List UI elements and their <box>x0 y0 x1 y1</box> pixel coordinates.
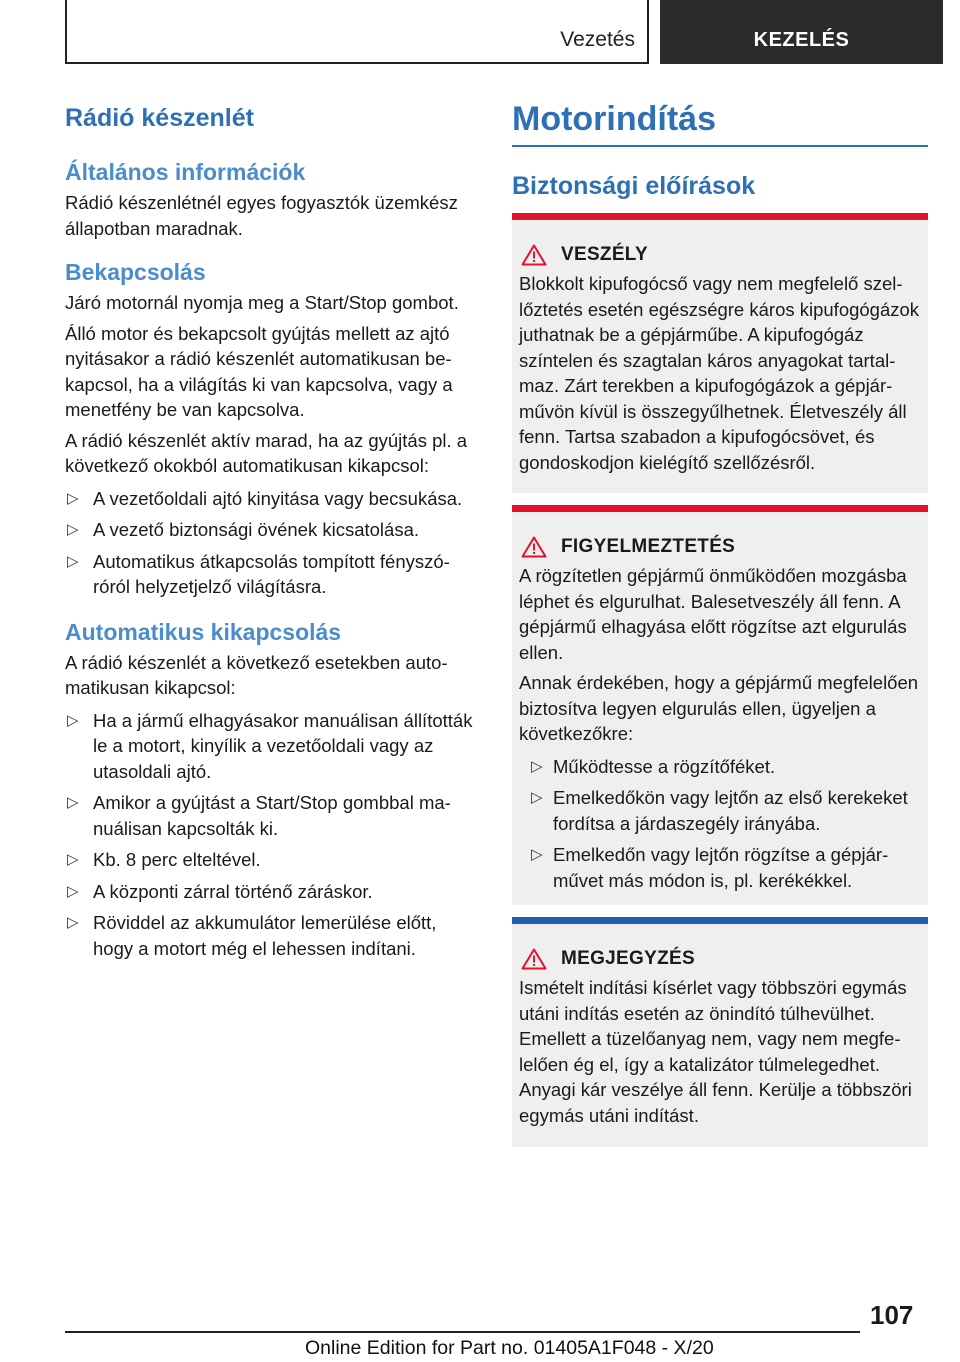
list-item: ▷ A vezető biztonsági övének kicsatolása. <box>65 517 477 543</box>
warning-triangle-icon <box>521 948 547 970</box>
switch-on-bullet-list <box>65 486 477 600</box>
list-item: ▷ Amikor a gyújtást a Start/Stop gombbal manuálisan kapcsolták ki. <box>67 792 451 839</box>
bullet-triangle-icon: ▷ <box>67 552 79 570</box>
bullet-triangle-icon: ▷ <box>531 757 543 775</box>
warning-bar <box>512 505 928 512</box>
header-section-box <box>65 0 649 64</box>
notice-text: Ismételt indítási kísérlet vagy többszöri egymás utáni indítás esetén az önindító túlhevülhet. Emellett a tüzelőanyag nem, vagy nem megfelelően ég el, így a katalizátor túlmelegedhet. Anyagi kár veszélye áll fenn. Kerülje a többszöri egymás utáni indítást. <box>519 977 912 1126</box>
heading-safety: Biztonsági előírások <box>512 172 756 200</box>
list-item: ▷ Röviddel az akkumulátor lemerülése előtt, hogy a motort még el lehessen indítani. <box>67 912 437 959</box>
bullet-triangle-icon: ▷ <box>67 711 79 729</box>
bullet-triangle-icon: ▷ <box>531 846 543 863</box>
list-item: ▷ Ha a jármű elhagyásakor manuálisan állították le a motort, kinyílik a vezetőoldali vagy az utasoldali ajtó. <box>67 709 473 782</box>
heading-switch-on: Bekapcsolás <box>65 259 206 285</box>
switch-on-text-1: Járó motornál nyomja meg a Start/Stop gombot. <box>65 292 459 313</box>
bullet-triangle-icon: ▷ <box>67 521 79 538</box>
danger-title-row <box>521 244 921 266</box>
footer-edition: Online Edition for Part no. 01405A1F048 - X/20 <box>305 1337 714 1359</box>
warning-text-1: A rögzítetlen gépjármű önműködően mozgásba léphet és elgurulhat. Balesetveszély áll fenn. A gépjármű elhagyása előtt rögzítse azt elgurulás ellen. <box>519 565 907 663</box>
section-title-engine-start: Motorindítás <box>512 100 716 138</box>
switch-on-text-2: Álló motor és bekapcsolt gyújtás mellett az ajtó nyitásakor a rádió készenlét automatikusan bekapcsol, ha a világítás ki van kapcsolva, vagy a menetfény be van kapcsolva. <box>65 322 453 420</box>
warning-box <box>512 505 928 905</box>
bullet-triangle-icon: ▷ <box>67 794 79 811</box>
bullet-triangle-icon: ▷ <box>67 851 79 868</box>
bullet-triangle-icon: ▷ <box>67 489 79 507</box>
warning-title-row <box>521 536 921 558</box>
left-column <box>65 100 477 961</box>
warning-bullet-list <box>531 754 921 894</box>
header-section-label: Vezetés <box>560 28 635 51</box>
warning-text-2: Annak érdekében, hogy a gépjármű megfelelően biztosítva legyen elgurulás ellen, ügyeljen a következőkre: <box>519 672 919 744</box>
bullet-triangle-icon: ▷ <box>531 789 543 806</box>
warning-triangle-icon <box>521 536 547 558</box>
general-info-text: Rádió készenlétnél egyes fogyasztók üzemkész állapotban maradnak. <box>65 192 458 239</box>
warning-triangle-icon <box>521 244 547 266</box>
list-item: ▷ A vezetőoldali ajtó kinyitása vagy becsukása. <box>65 486 477 512</box>
danger-title: VESZÉLY <box>561 244 648 265</box>
heading-general-info: Általános információk <box>65 159 306 185</box>
page-number: 107 <box>870 1300 914 1330</box>
list-item: ▷ Működtesse a rögzítőféket. <box>531 754 921 780</box>
auto-off-bullet-list <box>65 708 477 962</box>
section-title-radio-standby: Rádió készenlét <box>65 104 254 132</box>
right-column <box>512 100 928 201</box>
footer-divider <box>65 1331 860 1333</box>
notice-title: MEGJEGYZÉS <box>561 948 695 969</box>
bullet-triangle-icon: ▷ <box>67 882 79 900</box>
list-item: ▷ Emelkedőkön vagy lejtőn az első kerekeket fordítsa a járdaszegély irányába. <box>531 787 908 834</box>
bullet-triangle-icon: ▷ <box>67 914 79 931</box>
danger-bar <box>512 213 928 220</box>
danger-box <box>512 213 928 493</box>
heading-auto-off: Automatikus kikapcsolás <box>65 618 342 645</box>
header-chapter-box <box>660 0 943 64</box>
danger-text: Blokkolt kipufogócső vagy nem megfelelő szellőztetés esetén egészségre káros kipufogógázok juthatnak be a gépjárműbe. A kipufogógáz színtelen és szagtalan káros anyagokat tartalmaz. Zárt terekben a kipufogógázok a gépjárművön kívül is összegyűlhetnek. Életveszély áll fenn. Tartsa szabadon a kipufogócsövet, és gondoskodjon kielégítő szellőzésről. <box>519 273 920 473</box>
warning-title: FIGYELMEZTETÉS <box>561 536 736 557</box>
title-divider <box>512 145 928 147</box>
notice-box <box>512 917 928 1147</box>
notice-bar <box>512 917 928 924</box>
header-chapter-label: KEZELÉS <box>753 29 850 51</box>
auto-off-intro: A rádió készenlét a következő esetekben automatikusan kikapcsol: <box>65 651 448 698</box>
list-item: ▷ Automatikus átkapcsolás tompított fényszóróról helyzetjelző világításra. <box>67 550 450 597</box>
list-item: ▷ Emelkedőn vagy lejtőn rögzítse a gépjárművet más módon is, pl. kerékékkel. <box>531 844 889 891</box>
notice-title-row <box>521 948 921 970</box>
switch-on-text-3: A rádió készenlét aktív marad, ha az gyújtás pl. a következő okokból automatikusan kikapcsol: <box>65 429 468 476</box>
list-item: ▷ A központi zárral történő záráskor. <box>65 879 477 905</box>
list-item: ▷ Kb. 8 perc elteltével. <box>65 847 477 873</box>
